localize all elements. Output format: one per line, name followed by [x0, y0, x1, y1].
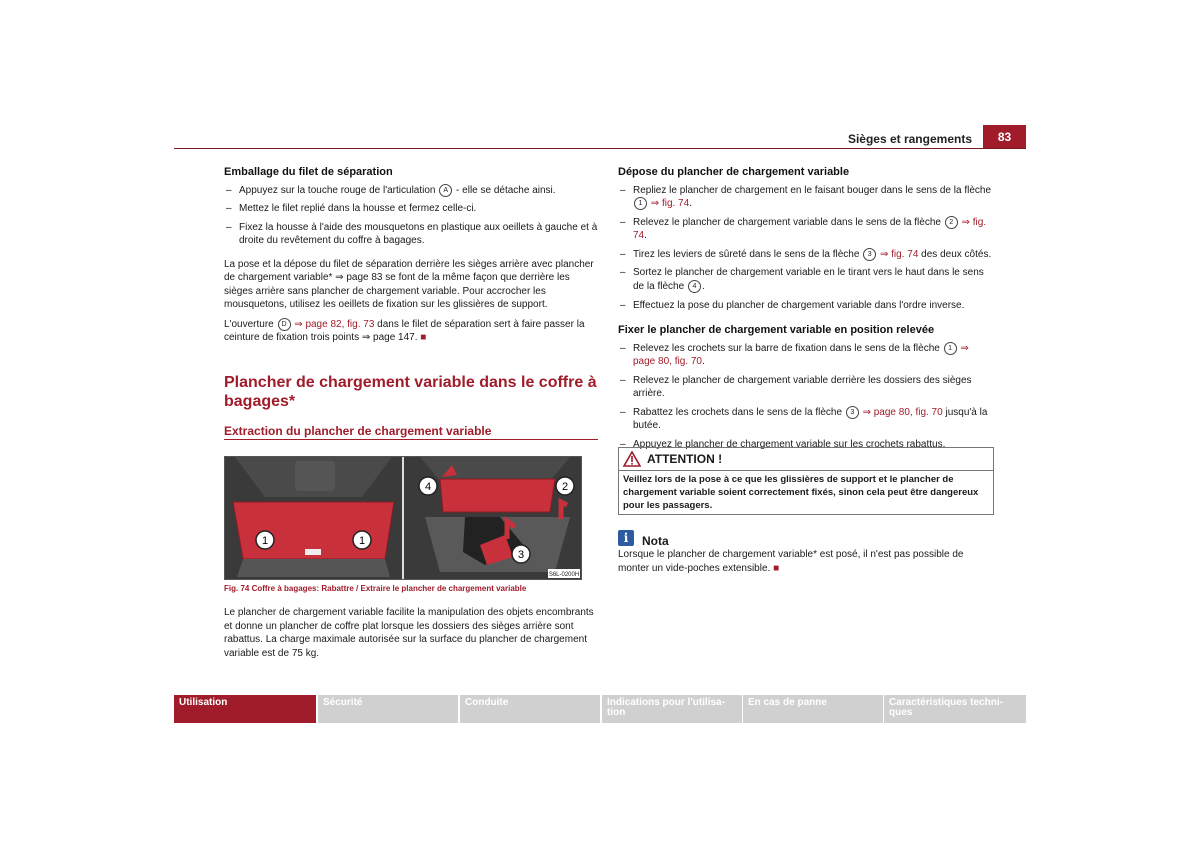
warning-triangle-icon [623, 451, 641, 467]
callout-badge: 1 [634, 197, 647, 210]
figure-label: 4 [424, 481, 432, 493]
figure-label: 3 [517, 549, 525, 561]
cross-reference-link[interactable]: ⇒ fig. 74 [633, 216, 987, 242]
list-item: – Fixez la housse à l'aide des mousquetons en plastique aux oeillets à gauche et à droite du revêtement du coffre à bagages. [224, 221, 598, 248]
figure-label: 1 [358, 535, 366, 547]
list-item: – Repliez le plancher de chargement en le faisant bouger dans le sens de la flèche 1 ⇒ fig. 74. [618, 184, 992, 211]
figure-code: S6L-0200H [548, 572, 580, 578]
list-item: – Effectuez la pose du plancher de chargement variable dans l'ordre inverse. [618, 299, 992, 313]
left-column [224, 166, 598, 351]
callout-badge: 2 [945, 216, 958, 229]
nota-title: Nota [642, 534, 669, 548]
warning-header [619, 448, 993, 471]
list-item: – Appuyez le plancher de chargement variable sur les crochets rabattus. [618, 438, 992, 452]
footer-tab-caracteristiques[interactable]: Caractéristiques techni- ques [884, 695, 1026, 723]
callout-badge: A [439, 184, 452, 197]
subsection-rule [224, 439, 598, 440]
subsection-heading: Extraction du plancher de chargement variable [224, 424, 492, 438]
page-number: 83 [983, 125, 1026, 149]
list-item: – Appuyez sur la touche rouge de l'articulation A - elle se détache ainsi. [224, 184, 598, 198]
list-item: – Rabattez les crochets dans le sens de la flèche 3 ⇒ page 80, fig. 70 jusqu'à la butée. [618, 406, 992, 433]
paragraph: Le plancher de chargement variable facilite la manipulation des objets encombrants et donne un plancher de coffre plat lorsque les dossiers des sièges arrière sont rabattus. La charge maximale autorisée sur la surface du plancher de chargement variable est de 75 kg. [224, 607, 594, 659]
figure-caption: Fig. 74 Coffre à bagages: Rabattre / Extraire le plancher de chargement variable [224, 584, 527, 593]
callout-badge: 4 [688, 280, 701, 293]
cross-reference-link[interactable]: ⇒ page 82, fig. 73 [294, 318, 375, 330]
list-item: – Relevez le plancher de chargement variable dans le sens de la flèche 2 ⇒ fig. 74. [618, 216, 992, 243]
end-marker: ■ [773, 562, 780, 574]
cross-reference-link[interactable]: ⇒ fig. 74 [650, 198, 690, 210]
info-icon: i [618, 530, 634, 546]
footer-tab-securite[interactable]: Sécurité [318, 695, 458, 723]
section-title-net-packing: Emballage du filet de séparation [224, 166, 393, 178]
figure-label: 1 [261, 535, 269, 547]
nota-header [618, 528, 669, 548]
section-title-removal: Dépose du plancher de chargement variable [618, 166, 850, 178]
right-column [618, 166, 992, 456]
cross-reference-link[interactable]: ⇒ page 80, fig. 70 [862, 406, 943, 418]
list-item: – Tirez les leviers de sûreté dans le sens de la flèche 3 ⇒ fig. 74 des deux côtés. [618, 248, 992, 262]
callout-badge: 3 [863, 248, 876, 261]
left-column-lower [224, 606, 598, 666]
footer-tab-indications[interactable]: Indications pour l'utilisa- tion [602, 695, 742, 723]
list-item: – Mettez le filet replié dans la housse et fermez celle-ci. [224, 202, 598, 216]
chapter-heading: Plancher de chargement variable dans le coffre à bagages* [224, 374, 597, 410]
running-header-title: Sièges et rangements [847, 132, 972, 146]
warning-box [618, 447, 994, 515]
callout-badge: D [278, 318, 291, 331]
cross-reference-link[interactable]: ⇒ page 80, fig. 70 [633, 342, 969, 368]
list-item: – Sortez le plancher de chargement variable en le tirant vers le haut dans le sens de la flèche 4 . [618, 266, 992, 293]
list-item: – Relevez les crochets sur la barre de fixation dans le sens de la flèche 1 ⇒ page 80, fig. 70. [618, 342, 992, 369]
cross-reference-link[interactable]: ⇒ fig. 74 [879, 248, 919, 260]
footer-tab-utilisation[interactable]: Utilisation [174, 695, 316, 723]
callout-badge: 1 [944, 342, 957, 355]
end-marker: ■ [420, 332, 427, 344]
section-title-fix-raised: Fixer le plancher de chargement variable en position relevée [618, 324, 935, 337]
nota-text: Lorsque le plancher de chargement variable* est posé, il n'est pas possible de monter un vide-poches extensible. ■ [618, 549, 964, 574]
paragraph: L'ouverture D ⇒ page 82, fig. 73 dans le filet de séparation sert à faire passer la ceinture de fixation trois points ⇒ page 147. ■ [224, 318, 585, 344]
warning-title: ATTENTION ! [647, 452, 723, 466]
footer-tab-panne[interactable]: En cas de panne [743, 695, 883, 723]
trunk-illustration [225, 457, 581, 579]
footer-tab-conduite[interactable]: Conduite [460, 695, 600, 723]
callout-badge: 3 [846, 406, 859, 419]
list-item: – Relevez le plancher de chargement variable derrière les dossiers des sièges arrière. [618, 374, 992, 401]
figure-label: 2 [561, 481, 569, 493]
figure-74 [224, 456, 582, 580]
warning-text: Veillez lors de la pose à ce que les glissières de support et le plancher de chargement variable soient correctement fixés, sinon cela peut être dangereux pour les passagers. [623, 474, 979, 511]
header-rule [174, 148, 1026, 149]
paragraph: La pose et la dépose du filet de séparation derrière les sièges arrière avec plancher de chargement variable* ⇒ page 83 se font de la même façon que derrière les sièges arrière sans plancher de chargement variable. Pour accrocher les mousquetons, utilisez les oeillets de fixation sur les glissières de support. [224, 258, 594, 311]
